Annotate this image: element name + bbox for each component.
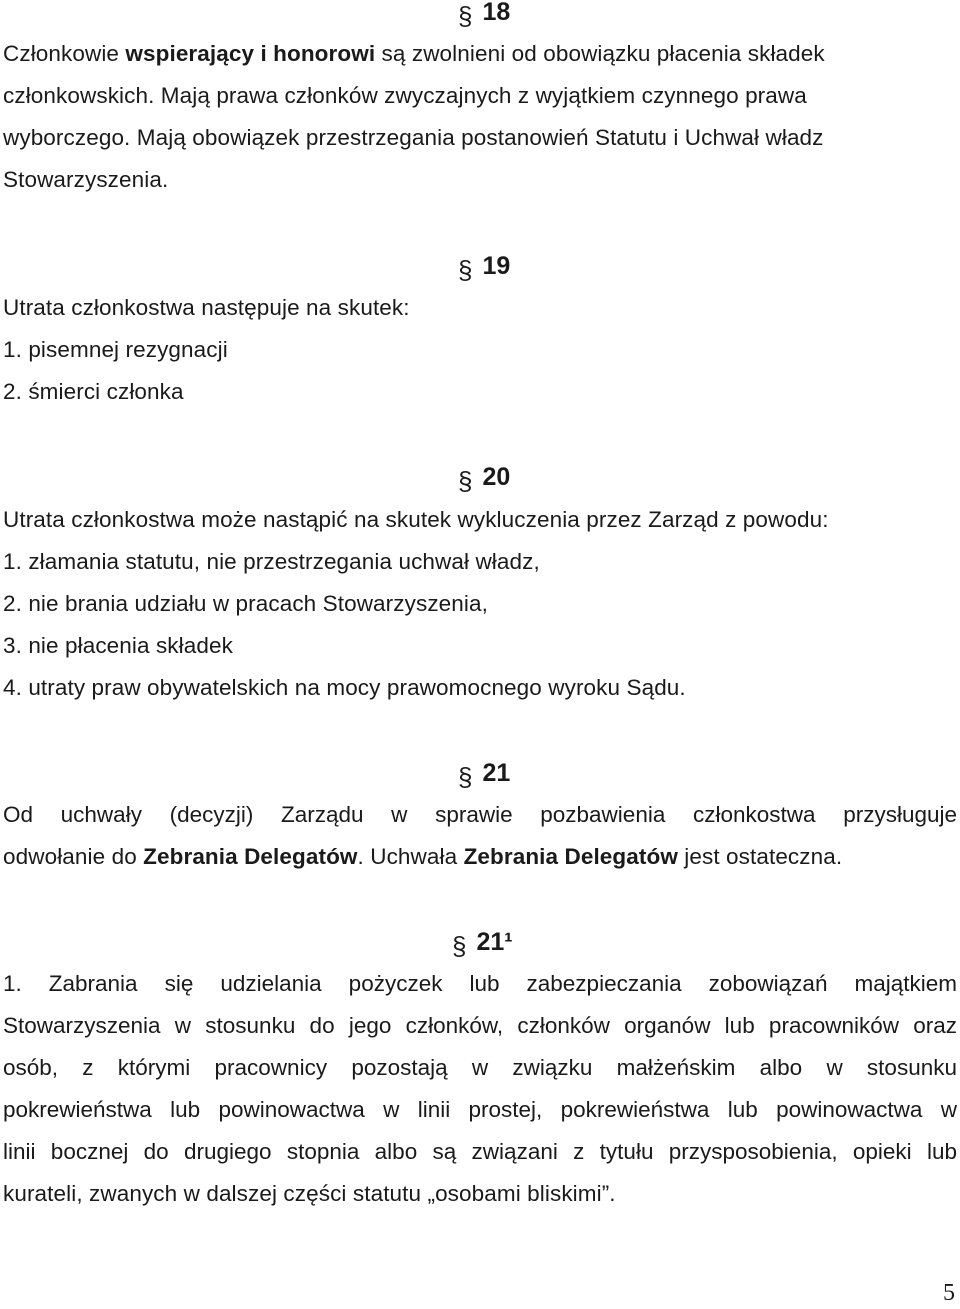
section-number: 19 bbox=[482, 252, 511, 280]
section-19-intro: Utrata członkostwa następuje na skutek: bbox=[3, 295, 410, 320]
section-21a-line-3: osób, z którymi pracownicy pozostają w związku małżeńskim albo w stosunku bbox=[3, 1055, 957, 1080]
page-number: 5 bbox=[943, 1280, 955, 1306]
section-20-intro: Utrata członkostwa może nastąpić na skutek wykluczenia przez Zarząd z powodu: bbox=[3, 507, 829, 532]
section-number: 18 bbox=[482, 0, 511, 26]
section-21a-heading bbox=[452, 927, 513, 961]
section-20-item-1: 1. złamania statutu, nie przestrzegania uchwał władz, bbox=[3, 549, 540, 574]
section-21-line-1: Od uchwały (decyzji) Zarządu w sprawie pozbawienia członkostwa przysługuje bbox=[3, 802, 957, 827]
bold-delegates: Zebrania Delegatów bbox=[143, 844, 358, 869]
section-19-item-2: 2. śmierci członka bbox=[3, 379, 184, 404]
section-20-item-3: 3. nie płacenia składek bbox=[3, 633, 233, 658]
paragraph-sign: § bbox=[458, 1, 473, 31]
bold-member-types: wspierający i honorowi bbox=[125, 41, 376, 66]
section-18-line-4: Stowarzyszenia. bbox=[3, 167, 169, 192]
section-number: 20 bbox=[482, 463, 511, 491]
section-18-line-3: wyborczego. Mają obowiązek przestrzegania postanowień Statutu i Uchwał władz bbox=[3, 125, 824, 150]
paragraph-sign: § bbox=[458, 255, 473, 285]
section-20-item-2: 2. nie brania udziału w pracach Stowarzyszenia, bbox=[3, 591, 488, 616]
section-number: 21 bbox=[482, 759, 511, 787]
section-18-heading bbox=[458, 0, 511, 31]
section-19-heading bbox=[458, 251, 511, 285]
section-20-heading bbox=[458, 462, 511, 496]
section-21a-line-6: kurateli, zwanych w dalszej części statutu „osobami bliskimi”. bbox=[3, 1181, 616, 1206]
section-21-heading bbox=[458, 758, 511, 792]
section-18-line-2: członkowskich. Mają prawa członków zwyczajnych z wyjątkiem czynnego prawa bbox=[3, 83, 807, 108]
section-18-line-1: Członkowie wspierający i honorowi są zwolnieni od obowiązku płacenia składek bbox=[3, 41, 825, 66]
section-21-line-2: odwołanie do Zebrania Delegatów. Uchwała Zebrania Delegatów jest ostateczna. bbox=[3, 844, 843, 869]
section-21a-line-4: pokrewieństwa lub powinowactwa w linii prostej, pokrewieństwa lub powinowactwa w bbox=[3, 1097, 957, 1122]
section-number: 21¹ bbox=[476, 928, 513, 956]
bold-delegates: Zebrania Delegatów bbox=[463, 844, 678, 869]
paragraph-sign: § bbox=[458, 466, 473, 496]
section-19-item-1: 1. pisemnej rezygnacji bbox=[3, 337, 228, 362]
paragraph-sign: § bbox=[452, 931, 467, 961]
section-21a-line-5: linii bocznej do drugiego stopnia albo są związani z tytułu przysposobienia, opieki lub bbox=[3, 1139, 957, 1164]
section-21a-line-2: Stowarzyszenia w stosunku do jego członków, członków organów lub pracowników oraz bbox=[3, 1013, 957, 1038]
paragraph-sign: § bbox=[458, 762, 473, 792]
section-20-item-4: 4. utraty praw obywatelskich na mocy prawomocnego wyroku Sądu. bbox=[3, 675, 686, 700]
section-21a-line-1: 1. Zabrania się udzielania pożyczek lub zabezpieczania zobowiązań majątkiem bbox=[3, 971, 957, 996]
